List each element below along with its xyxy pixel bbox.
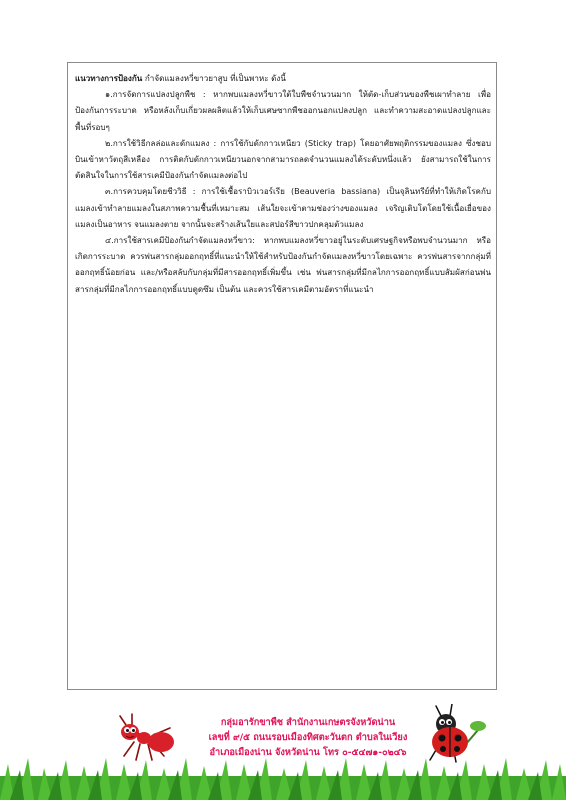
footer-line-2: เลขที่ ๙/๕ ถนนรอบเมืองทิศตะวันตก ตำบลในเวียง xyxy=(208,732,408,743)
section-heading-rest: กำจัดแมลงหวี่ขาวยาสูบ ที่เป็นพาหะ ดังนี้ xyxy=(142,73,286,83)
paragraph-4: ๔.การใช้สารเคมีป้องกันกำจัดแมลงหวี่ขาว: หากพบแมลงหวี่ขาวอยู่ในระดับเศรษฐกิจหรือพบจำนวนมาก หรือเกิดการระบาด ควรพ่นสารกลุ่มออกฤทธิ์ที่แนะนำให้ใช้สำหรับป้องกันกำจัดแมลงหวี่ขาวโดยเฉพาะ ควรพ่นสารจากกลุ่มที่ออกฤทธิ์น้อยก่อน และ/หรือสลับกับกลุ่มที่มีสารออกฤทธิ์เพิ่มขึ้น เช่น พ่นสารกลุ่มที่มีกลไกการออกฤทธิ์แบบสัมผัสก่อนพ่นสารกลุ่มที่มีกลไกการออกฤทธิ์แบบดูดซึม เป็นต้น และควรใช้สารเคมีตามอัตราที่แนะนำ xyxy=(75,235,491,294)
paragraph-3: ๓.การควบคุมโดยชีววิธี : การใช้เชื้อราบิวเวอร์เรีย (Beauveria bassiana) เป็นจุลินทรีย์ที่ทำให้เกิดโรคกับแมลงเข้าทำลายแมลงในสภาพความชื้นที่เหมาะสม เส้นใยจะเข้าตามช่องว่างของแมลง เจริญเติบโตโดยใช้เนื้อเยื่อของแมลงเป็นอาหาร จนแมลงตาย จากนั้นจะสร้างเส้นใยและสปอร์สีขาวปกคลุมตัวแมลง xyxy=(75,186,491,229)
ladybug-mascot-icon xyxy=(420,704,490,766)
section-heading-bold: แนวทางการป้องกัน xyxy=(75,73,143,83)
paragraph-2: ๒.การใช้วิธีกลล่อและดักแมลง : การใช้กับดักกาวเหนียว (Sticky trap) โดยอาศัยพฤติกรรมของแมลง ซึ่งชอบบินเข้าหาวัตถุสีเหลือง การติดกับดักกาวเหนียวนอกจากสามารถลดจำนวนแมลงได้ระดับหนึ่งแล้ว ยังสามารถใช้ในการตัดสินใจในการใช้สารเคมีป้องกันกำจัดแมลงต่อไป xyxy=(75,137,491,181)
document-body xyxy=(75,70,491,297)
footer-banner xyxy=(0,700,566,800)
section-heading xyxy=(75,70,491,86)
ant-mascot-icon xyxy=(112,712,182,767)
footer-line-1: กลุ่มอารักขาพืช สำนักงานเกษตรจังหวัดน่าน xyxy=(220,717,396,728)
paragraph-1: ๑.การจัดการแปลงปลูกพืช : หากพบแมลงหวี่ขาวใต้ใบพืชจำนวนมาก ให้ตัด-เก็บส่วนของพืชเผาทำลาย เพื่อป้องกันการระบาด หรือหลังเก็บเกี่ยวผลผลิตแล้วให้เก็บเศษซากพืชออกนอกแปลงปลูก และทำความสะอาดแปลงปลูกและพื้นที่รอบๆ xyxy=(75,89,491,132)
footer-line-3: อำเภอเมืองน่าน จังหวัดน่าน โทร ๐-๕๔๗๑-๐๒๔๖ xyxy=(209,747,407,758)
footer-address xyxy=(190,715,426,760)
